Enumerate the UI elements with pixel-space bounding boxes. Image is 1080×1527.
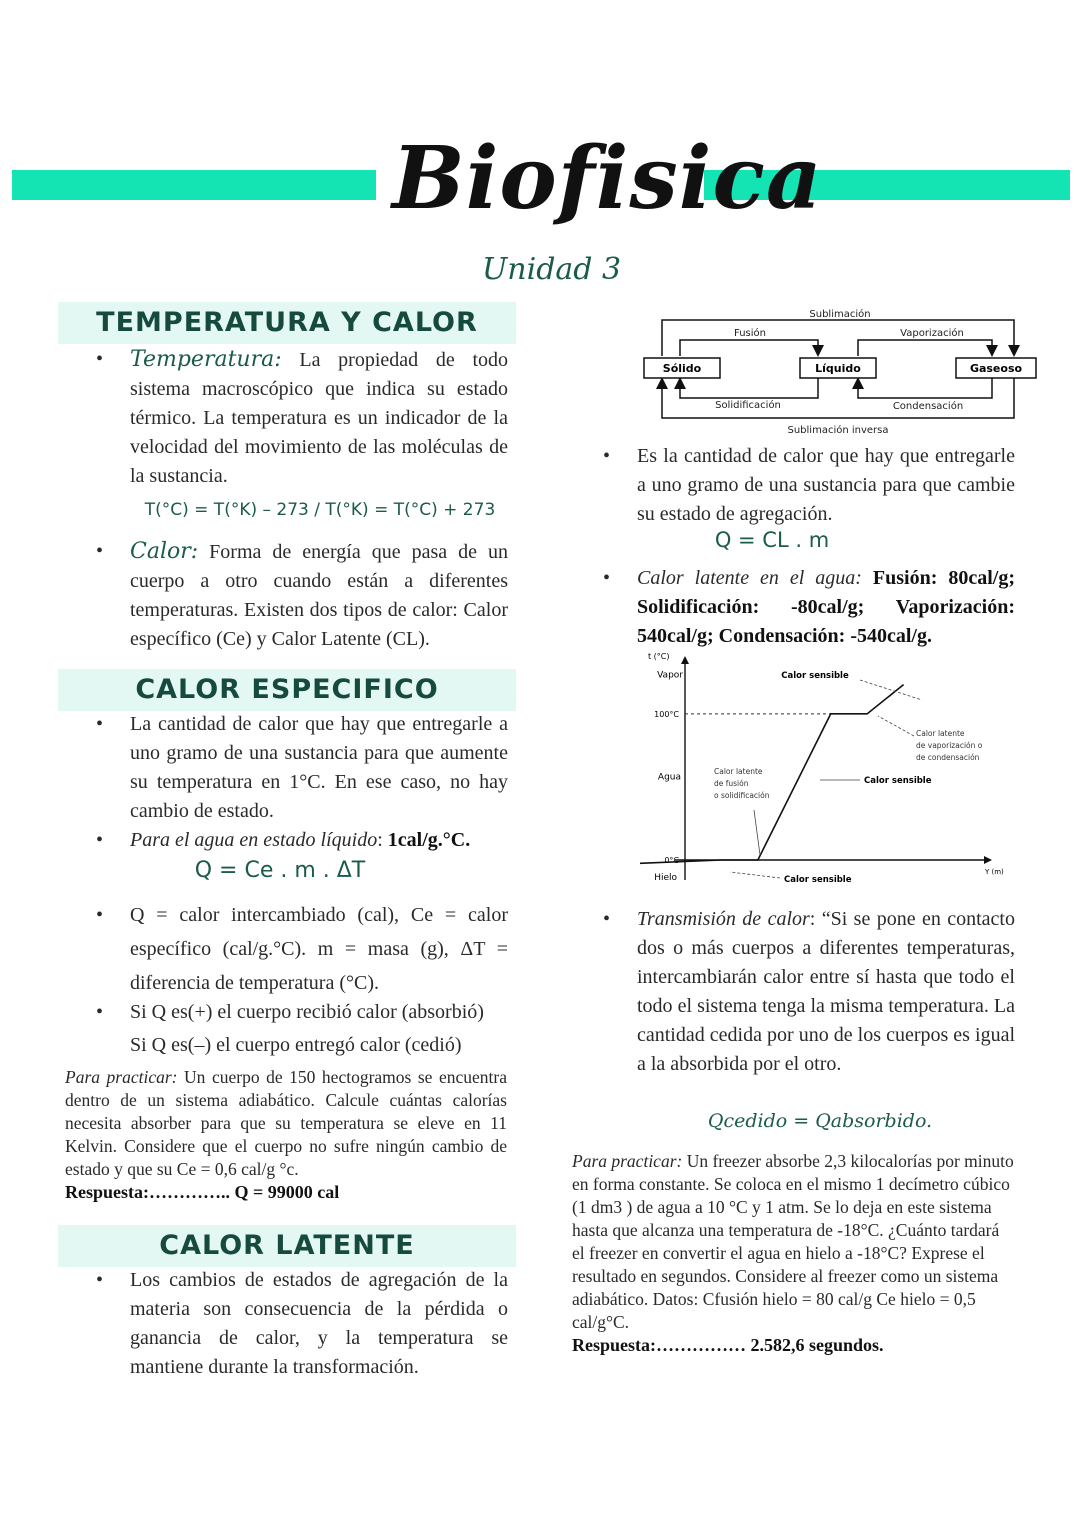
practice-left-label: Para practicar: bbox=[65, 1067, 178, 1087]
label-fusion: Fusión bbox=[734, 328, 766, 339]
annotation-pointer-hielo bbox=[730, 872, 780, 878]
bullet-calor-latente: • Los cambios de estados de agregación de la materia son consecuencia de la pérdida o ganancia de calor, y la temperatura se mantiene durante la transformación. bbox=[130, 1266, 508, 1382]
transmision-text: : “Si se pone en contacto dos o más cuerpos a diferentes temperaturas, intercambiarán calor entre sí hasta que todo el todo el sistema tenga la misma temperatura. La cantidad cedida por uno de los cuerpos es igual a la absorbida por el otro. bbox=[637, 908, 1015, 1075]
agua-italic: Para el agua en estado líquido bbox=[130, 829, 378, 851]
signo-q-negativo: Si Q es(–) el cuerpo entregó calor (cedió) bbox=[130, 1034, 462, 1056]
practice-right-text: Un freezer absorbe 2,3 kilocalorías por minuto en forma constante. Se coloca en el mismo 1 decímetro cúbico (1 dm3 ) de agua a 10 °C y 1 atm. Se lo deja en este sistema hasta que alcanza una temperatura de -18°C. ¿Cuánto tardará el freezer en convertir el agua en hielo a -18°C? Exprese el resultado en segundos. Considere al freezer como un sistema adiabático. Datos: Cfusión hielo = 80 cal/g Ce hielo = 0,5 cal/g°C. bbox=[572, 1151, 1014, 1332]
bullet-agua-liquido: • Para el agua en estado líquido: 1cal/g.°C. bbox=[130, 826, 508, 855]
label-sublimacion: Sublimación bbox=[809, 309, 871, 320]
calor-text: Forma de energía que pasa de un cuerpo a otro cuando están a diferentes temperaturas. Existen dos tipos de calor: Calor específico (Ce) y Calor Latente (CL). bbox=[130, 541, 509, 650]
y-tick-100: 100°C bbox=[654, 709, 679, 719]
practice-right-answer: Respuesta:…………… 2.582,6 segundos. bbox=[572, 1335, 884, 1355]
bullet-calor-latente-agua bbox=[637, 564, 1015, 651]
section-heading-temperatura: TEMPERATURA Y CALOR bbox=[58, 302, 516, 344]
agua-value: 1cal/g.°C. bbox=[387, 829, 471, 851]
label-solido: Sólido bbox=[662, 362, 702, 375]
x-axis-arrow bbox=[984, 856, 992, 864]
bullet-def-calor-latente: • Es la cantidad de calor que hay que entregarle a uno gramo de una sustancia para que cambie su estado de agregación. bbox=[637, 442, 1015, 529]
annotation-calor-sensible-hielo: Calor sensible bbox=[784, 875, 852, 885]
transmision-italic: Transmisión de calor bbox=[637, 908, 810, 930]
y-axis-label: t (°C) bbox=[648, 652, 670, 661]
temperatura-text: La propiedad de todo sistema macroscópico que indica su estado térmico. La temperatura es un indicador de la velocidad del movimiento de las moléculas de la sustancia. bbox=[130, 349, 509, 487]
heating-curve-chart bbox=[640, 650, 1020, 895]
section-heading-calor-latente: CALOR LATENTE bbox=[58, 1225, 516, 1267]
bullet-variables: • Q = calor intercambiado (cal), Ce = calor específico (cal/g.°C). m = masa (g), ΔT = diferencia de temperatura (°C). bbox=[130, 898, 508, 1000]
practice-right-label: Para practicar: bbox=[572, 1151, 683, 1171]
annotation-pointer-vaporizacion bbox=[878, 716, 914, 736]
section-heading-calor-especifico: CALOR ESPECIFICO bbox=[58, 669, 516, 711]
phase-label-agua: Agua bbox=[657, 772, 681, 783]
practice-left-text: Un cuerpo de 150 hectogramos se encuentra dentro de un sistema adiabático. Calcule cuántas calorías necesita absorber para que su temperatura se eleve en 11 Kelvin. Considere que el cuerpo no sufre ningún cambio de estado y que su Ce = 0,6 cal/g °c. bbox=[65, 1067, 507, 1179]
practice-left-answer: Respuesta:………….. Q = 99000 cal bbox=[65, 1182, 340, 1202]
equilibrium-formula: Qcedido = Qabsorbido. bbox=[707, 1110, 933, 1132]
annotation-calor-latente-fusion: Calor latente de fusión o solidificación bbox=[714, 767, 770, 800]
label-liquido: Líquido bbox=[815, 362, 861, 375]
practice-left bbox=[65, 1066, 507, 1204]
latent-heat-formula: Q = CL . m bbox=[714, 528, 830, 552]
page-title: Biofisica bbox=[392, 128, 823, 229]
annotation-calor-latente-vaporizacion: Calor latente de vaporización o de condensación bbox=[916, 729, 983, 762]
term-temperatura: Temperatura: bbox=[130, 347, 282, 372]
label-solidificacion: Solidificación bbox=[715, 400, 781, 411]
term-calor: Calor: bbox=[130, 539, 199, 564]
page-subtitle: Unidad 3 bbox=[482, 252, 622, 287]
latente-agua-italic: Calor latente en el agua: bbox=[637, 567, 862, 589]
bullet-transmision bbox=[637, 905, 1015, 1079]
chart-layer bbox=[640, 652, 1004, 885]
temperature-formula: T(°C) = T(°K) – 273 / T(°K) = T(°C) + 273 bbox=[144, 500, 496, 520]
header-bar-left bbox=[12, 170, 376, 200]
latente-agua-values: Fusión: 80cal/g; Solidificación: -80cal/g; Vaporización: 540cal/g; Condensación: -540cal/g. bbox=[637, 567, 1016, 647]
annotation-calor-sensible-vapor: Calor sensible bbox=[781, 671, 849, 681]
annotation-pointer-fusion bbox=[754, 810, 760, 855]
bullet-def-calor-especifico: • La cantidad de calor que hay que entregarle a uno gramo de una sustancia para que aumente su temperatura en 1°C. En ese caso, no hay cambio de estado. bbox=[130, 710, 508, 826]
phase-label-hielo: Hielo bbox=[654, 873, 677, 883]
label-gaseoso: Gaseoso bbox=[969, 362, 1023, 375]
label-vaporizacion: Vaporización bbox=[900, 328, 964, 339]
phase-label-vapor: Vapor bbox=[657, 670, 683, 681]
bullet-temperatura bbox=[130, 345, 508, 491]
practice-right bbox=[572, 1150, 1014, 1357]
label-condensacion: Condensación bbox=[892, 401, 964, 412]
specific-heat-formula: Q = Ce . m . ΔT bbox=[194, 858, 366, 883]
x-axis-label: Y (m) bbox=[985, 868, 1004, 876]
annotation-calor-sensible-agua: Calor sensible bbox=[864, 776, 932, 786]
signo-q-positivo: • Si Q es(+) el cuerpo recibió calor (absorbió) bbox=[130, 1001, 484, 1023]
bullet-calor bbox=[130, 537, 508, 654]
label-sublimacion-inversa: Sublimación inversa bbox=[787, 425, 889, 436]
y-tick-0: 0°C bbox=[664, 856, 679, 865]
bullet-signo-q bbox=[130, 998, 510, 1060]
annotation-pointer-vapor bbox=[860, 680, 922, 700]
state-change-diagram bbox=[640, 306, 1040, 436]
y-axis-arrow bbox=[681, 656, 689, 664]
